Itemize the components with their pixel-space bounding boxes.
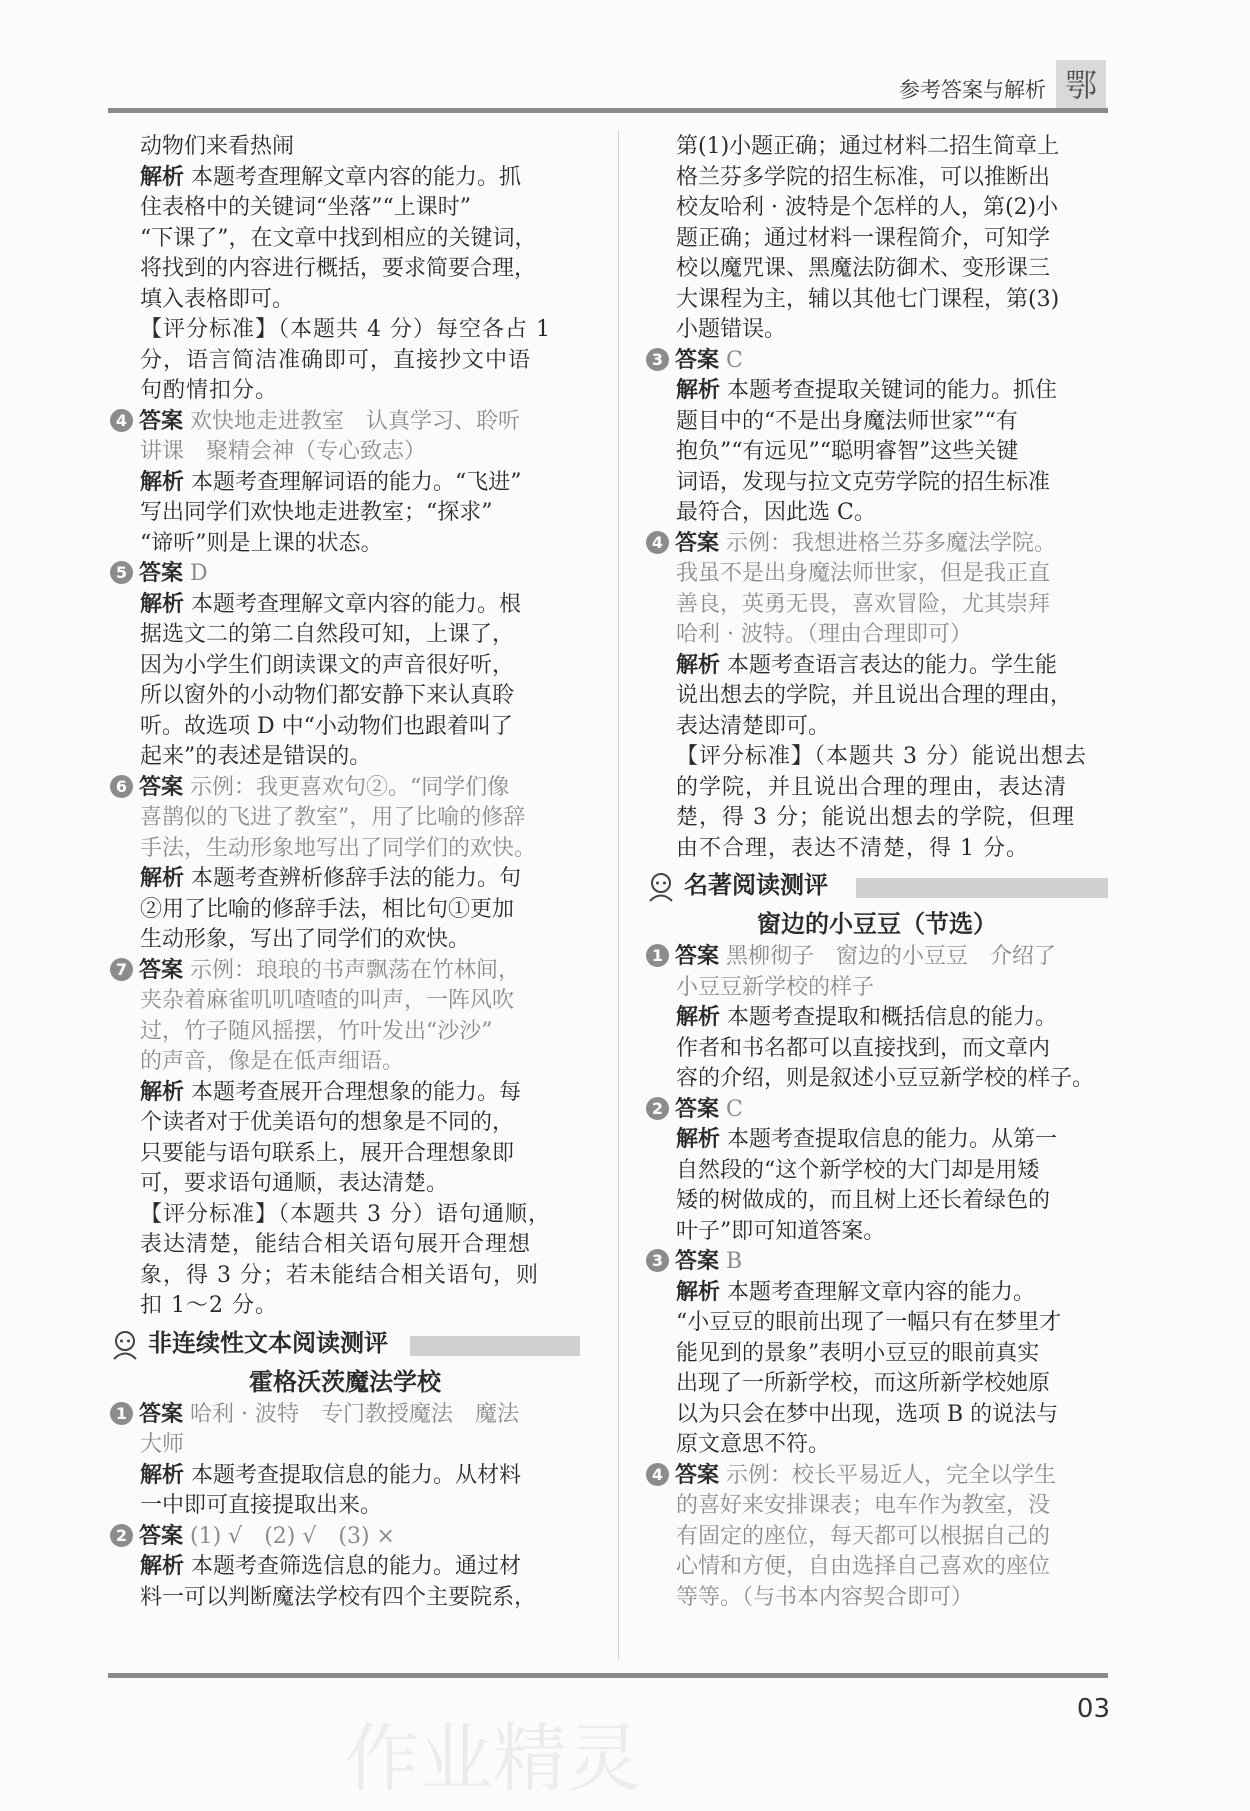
question-6-answer: 6 答案 示例：我更喜欢句②。“同学们像 bbox=[110, 773, 580, 804]
answer-label: 答案 bbox=[675, 1462, 720, 1488]
analysis-line: “下课了”，在文章中找到相应的关键词， bbox=[140, 225, 537, 251]
answer-line: 的喜好来安排课表；电车作为教室，没 bbox=[676, 1493, 1051, 1518]
answer-line: 等等。（与书本内容契合即可） bbox=[676, 1584, 974, 1610]
analysis-label: 解析 bbox=[676, 1127, 721, 1152]
analysis-line: 抱负”“有远见”“聪明睿智”这些关键 bbox=[676, 439, 1019, 464]
answer-label: 答案 bbox=[675, 530, 720, 556]
analysis-line: 因为小学生们朗读课文的声音很好听， bbox=[140, 652, 515, 678]
analysis-line: 词语，发现与拉文克劳学院的招生标准 bbox=[676, 469, 1051, 495]
analysis-line: 矮的树做成的，而且树上还长着绿色的 bbox=[676, 1188, 1051, 1213]
analysis-line: 据选文二的第二自然段可知，上课了， bbox=[140, 622, 515, 647]
classics-question-3-answer: 3 答案 B bbox=[646, 1247, 1108, 1278]
question-number: 5 bbox=[110, 561, 133, 584]
answer-line: 有固定的座位，每天都可以根据自己的 bbox=[676, 1523, 1051, 1549]
analysis-line: 料一可以判断魔法学校有四个主要院系， bbox=[140, 1584, 537, 1610]
analysis-line: 一中即可直接提取出来。 bbox=[140, 1493, 383, 1518]
answer-line: 喜鹊似的飞进了教室”，用了比喻的修辞 bbox=[140, 805, 526, 830]
analysis-label: 解析 bbox=[140, 1554, 185, 1579]
analysis-line: 解析 本题考查筛选信息的能力。通过材 bbox=[140, 1554, 522, 1579]
standard-line: 由不合理，表达不清楚，得 1 分。 bbox=[676, 835, 1029, 861]
section-question-1-answer: 1 答案 哈利 · 波特 专门教授魔法 魔法 bbox=[110, 1400, 580, 1431]
header-title: 参考答案与解析 bbox=[899, 78, 1046, 102]
answer-label: 答案 bbox=[675, 347, 720, 373]
question-number: 3 bbox=[646, 1249, 669, 1272]
analysis-line: 解析 本题考查提取信息的能力。从材料 bbox=[140, 1462, 522, 1488]
analysis-line: 能见到的景象”表明小豆豆的眼前真实 bbox=[676, 1340, 1040, 1366]
answer-line: 小豆豆新学校的样子 bbox=[676, 974, 875, 1000]
analysis-line: 题目中的“不是出身魔法师世家”“有 bbox=[676, 408, 1018, 434]
text-line: 格兰芬多学院的招生标准，可以推断出 bbox=[676, 164, 1051, 190]
question-number: 2 bbox=[110, 1524, 133, 1547]
question-number: 4 bbox=[646, 531, 669, 554]
analysis-line: 表达清楚即可。 bbox=[676, 713, 831, 739]
analysis-line: 可，要求语句通顺，表达清楚。 bbox=[140, 1171, 449, 1196]
standard-line: 【评分标准】（本题共 3 分）语句通顺， bbox=[140, 1201, 551, 1227]
answer-label: 答案 bbox=[675, 944, 720, 969]
analysis-line: 容的介绍，则是叙述小豆豆新学校的样子。 bbox=[676, 1066, 1095, 1091]
answer-line: 讲课 聚精会神（专心致志） bbox=[140, 439, 427, 464]
reader-icon bbox=[110, 1330, 140, 1360]
left-column bbox=[110, 132, 580, 1613]
answer-line: 善良，英勇无畏，喜欢冒险，尤其崇拜 bbox=[676, 591, 1051, 617]
analysis-line: 解析 本题考查辨析修辞手法的能力。句 bbox=[140, 866, 522, 891]
answer-line: 哈利 · 波特。（理由合理即可） bbox=[676, 622, 972, 647]
watermark: 作业精灵 bbox=[345, 1716, 641, 1802]
standard-line: 【评分标准】（本题共 4 分）每空各占 1 bbox=[140, 317, 551, 342]
classics-question-2-answer: 2 答案 C bbox=[646, 1095, 1108, 1126]
answer-line: 心情和方便，自由选择自己喜欢的座位 bbox=[676, 1554, 1051, 1579]
analysis-line: “小豆豆的眼前出现了一幅只有在梦里才 bbox=[676, 1310, 1062, 1335]
analysis-line: 住表格中的关键词“坐落”“上课时” bbox=[140, 195, 471, 220]
header-badge: 鄂 bbox=[1056, 60, 1106, 110]
section-title: 名著阅读测评 bbox=[684, 871, 828, 899]
analysis-line: 出现了一所新学校，而这所新学校她原 bbox=[676, 1371, 1051, 1396]
analysis-line: 听。故选项 D 中“小动物们也跟着叫了 bbox=[140, 713, 513, 739]
section-title: 非连续性文本阅读测评 bbox=[148, 1328, 388, 1357]
analysis-line: 所以窗外的小动物们都安静下来认真聆 bbox=[140, 683, 515, 708]
section-subtitle: 窗边的小豆豆（节选） bbox=[757, 910, 997, 938]
answer-label: 答案 bbox=[139, 774, 184, 800]
answer-label: 答案 bbox=[139, 561, 184, 586]
analysis-line: 作者和书名都可以直接找到，而文章内 bbox=[676, 1035, 1051, 1061]
answer-line: 过，竹子随风摇摆，竹叶发出“沙沙” bbox=[140, 1018, 493, 1044]
standard-line: 扣 1～2 分。 bbox=[140, 1293, 278, 1318]
analysis-line: 只要能与语句联系上，展开合理想象即 bbox=[140, 1140, 515, 1166]
analysis-label: 解析 bbox=[140, 1079, 185, 1105]
answer-label: 答案 bbox=[675, 1249, 720, 1274]
text-line: 动物们来看热闹 bbox=[140, 134, 295, 159]
analysis-line: 起来”的表述是错误的。 bbox=[140, 744, 372, 769]
question-number: 4 bbox=[646, 1463, 669, 1486]
page-header bbox=[108, 58, 1108, 114]
question-number: 2 bbox=[646, 1097, 669, 1120]
analysis-label: 解析 bbox=[140, 591, 185, 617]
analysis-line: 解析 本题考查展开合理想象的能力。每 bbox=[140, 1079, 522, 1105]
question-number: 3 bbox=[646, 348, 669, 371]
text-line: 校以魔咒课、黑魔法防御术、变形课三 bbox=[676, 256, 1051, 281]
section-subtitle: 霍格沃茨魔法学校 bbox=[249, 1367, 441, 1396]
analysis-line: 最符合，因此选 C。 bbox=[676, 500, 876, 525]
analysis-line: 解析 本题考查提取关键词的能力。抓住 bbox=[676, 378, 1058, 403]
analysis-label: 解析 bbox=[140, 1462, 185, 1488]
section-question-2-answer: 2 答案 (1) √ (2) √ (3) × bbox=[110, 1522, 580, 1553]
text-line: 大课程为主，辅以其他七门课程，第(3) bbox=[676, 286, 1060, 312]
right-column bbox=[646, 132, 1108, 1613]
classics-question-1-answer: 1 答案 黑柳彻子 窗边的小豆豆 介绍了 bbox=[646, 942, 1108, 973]
question-4-answer: 4 答案 欢快地走进教室 认真学习、聆听 bbox=[110, 407, 580, 438]
answer-label: 答案 bbox=[139, 957, 184, 983]
standard-line: 【评分标准】（本题共 3 分）能说出想去 bbox=[676, 744, 1087, 769]
analysis-line: 写出同学们欢快地走进教室；“探求” bbox=[140, 500, 493, 525]
analysis-line: 填入表格即可。 bbox=[140, 286, 295, 312]
answer-label: 答案 bbox=[675, 1096, 720, 1122]
analysis-line: 自然段的“这个新学校的大门却是用矮 bbox=[676, 1157, 1040, 1183]
header-rule bbox=[108, 108, 1108, 113]
analysis-line: 说出想去的学院，并且说出合理的理由， bbox=[676, 683, 1073, 708]
question-5-answer: 5 答案 D bbox=[110, 559, 580, 590]
column-divider bbox=[618, 130, 619, 1660]
question-number: 4 bbox=[110, 409, 133, 432]
analysis-line: 叶子”即可知道答案。 bbox=[676, 1218, 886, 1244]
analysis-line: 原文意思不符。 bbox=[676, 1432, 831, 1457]
analysis-line: 以为只会在梦中出现，选项 B 的说法与 bbox=[676, 1401, 1059, 1427]
text-line: 小题错误。 bbox=[676, 317, 787, 342]
standard-line: 的学院，并且说出合理的理由，表达清 bbox=[676, 774, 1068, 800]
footer-rule bbox=[108, 1673, 1108, 1678]
analysis-label: 解析 bbox=[676, 378, 721, 403]
standard-line: 表达清楚，能结合相关语句展开合理想 bbox=[140, 1232, 532, 1257]
analysis-line: 将找到的内容进行概括，要求简要合理， bbox=[140, 256, 537, 281]
text-line: 第(1)小题正确；通过材料二招生简章上 bbox=[676, 134, 1060, 159]
analysis-line: ②用了比喻的修辞手法，相比句①更加 bbox=[140, 896, 515, 922]
section-bar bbox=[410, 1336, 580, 1356]
analysis-label: 解析 bbox=[140, 469, 185, 495]
analysis-line: “谛听”则是上课的状态。 bbox=[140, 530, 383, 556]
answer-label: 答案 bbox=[139, 1401, 184, 1427]
standard-line: 象，得 3 分；若未能结合相关语句，则 bbox=[140, 1262, 539, 1288]
analysis-label: 解析 bbox=[676, 1279, 721, 1305]
standard-line: 句酌情扣分。 bbox=[140, 378, 279, 403]
analysis-label: 解析 bbox=[140, 164, 185, 190]
answer-line: 的声音，像是在低声细语。 bbox=[140, 1049, 405, 1074]
analysis-line: 解析 本题考查理解文章内容的能力。抓 bbox=[140, 164, 522, 190]
answer-line: 大师 bbox=[140, 1432, 185, 1457]
analysis-line: 解析 本题考查语言表达的能力。学生能 bbox=[676, 652, 1058, 678]
page-number: 03 bbox=[1076, 1694, 1110, 1724]
analysis-label: 解析 bbox=[140, 866, 185, 891]
analysis-line: 解析 本题考查理解文章内容的能力。根 bbox=[140, 591, 522, 617]
question-number: 1 bbox=[646, 944, 669, 967]
answer-label: 答案 bbox=[139, 1523, 184, 1549]
question-number: 7 bbox=[110, 958, 133, 981]
analysis-line: 解析 本题考查提取和概括信息的能力。 bbox=[676, 1005, 1058, 1030]
standard-line: 楚，得 3 分；能说出想去的学院，但理 bbox=[676, 805, 1075, 830]
section-question-3-answer: 3 答案 C bbox=[646, 346, 1108, 377]
classics-question-4-answer: 4 答案 示例：校长平易近人，完全以学生 bbox=[646, 1461, 1108, 1492]
answer-line: 夹杂着麻雀叽叽喳喳的叫声，一阵风吹 bbox=[140, 988, 515, 1013]
analysis-line: 解析 本题考查提取信息的能力。从第一 bbox=[676, 1127, 1058, 1152]
analysis-label: 解析 bbox=[676, 652, 721, 678]
section-bar bbox=[856, 878, 1108, 898]
answer-line: 手法，生动形象地写出了同学们的欢快。 bbox=[140, 835, 537, 861]
text-line: 校友哈利 · 波特是个怎样的人，第(2)小 bbox=[676, 195, 1059, 220]
answer-label: 答案 bbox=[139, 408, 184, 434]
analysis-line: 生动形象，写出了同学们的欢快。 bbox=[140, 927, 471, 952]
section-question-4-answer: 4 答案 示例：我想进格兰芬多魔法学院。 bbox=[646, 529, 1108, 560]
analysis-label: 解析 bbox=[676, 1005, 721, 1030]
question-number: 6 bbox=[110, 775, 133, 798]
analysis-line: 解析 本题考查理解词语的能力。“飞进” bbox=[140, 469, 522, 495]
analysis-line: 解析 本题考查理解文章内容的能力。 bbox=[676, 1279, 1036, 1305]
reader-icon bbox=[646, 872, 676, 902]
question-7-answer: 7 答案 示例：琅琅的书声飘荡在竹林间， bbox=[110, 956, 580, 987]
answer-line: 我虽不是出身魔法师世家，但是我正直 bbox=[676, 561, 1051, 586]
question-number: 1 bbox=[110, 1402, 133, 1425]
section-heading bbox=[646, 870, 1108, 906]
section-heading bbox=[110, 1328, 580, 1364]
standard-line: 分，语言简洁准确即可，直接抄文中语 bbox=[140, 347, 532, 373]
analysis-line: 个读者对于优美语句的想象是不同的， bbox=[140, 1110, 515, 1135]
text-line: 题正确；通过材料一课程简介，可知学 bbox=[676, 225, 1051, 251]
